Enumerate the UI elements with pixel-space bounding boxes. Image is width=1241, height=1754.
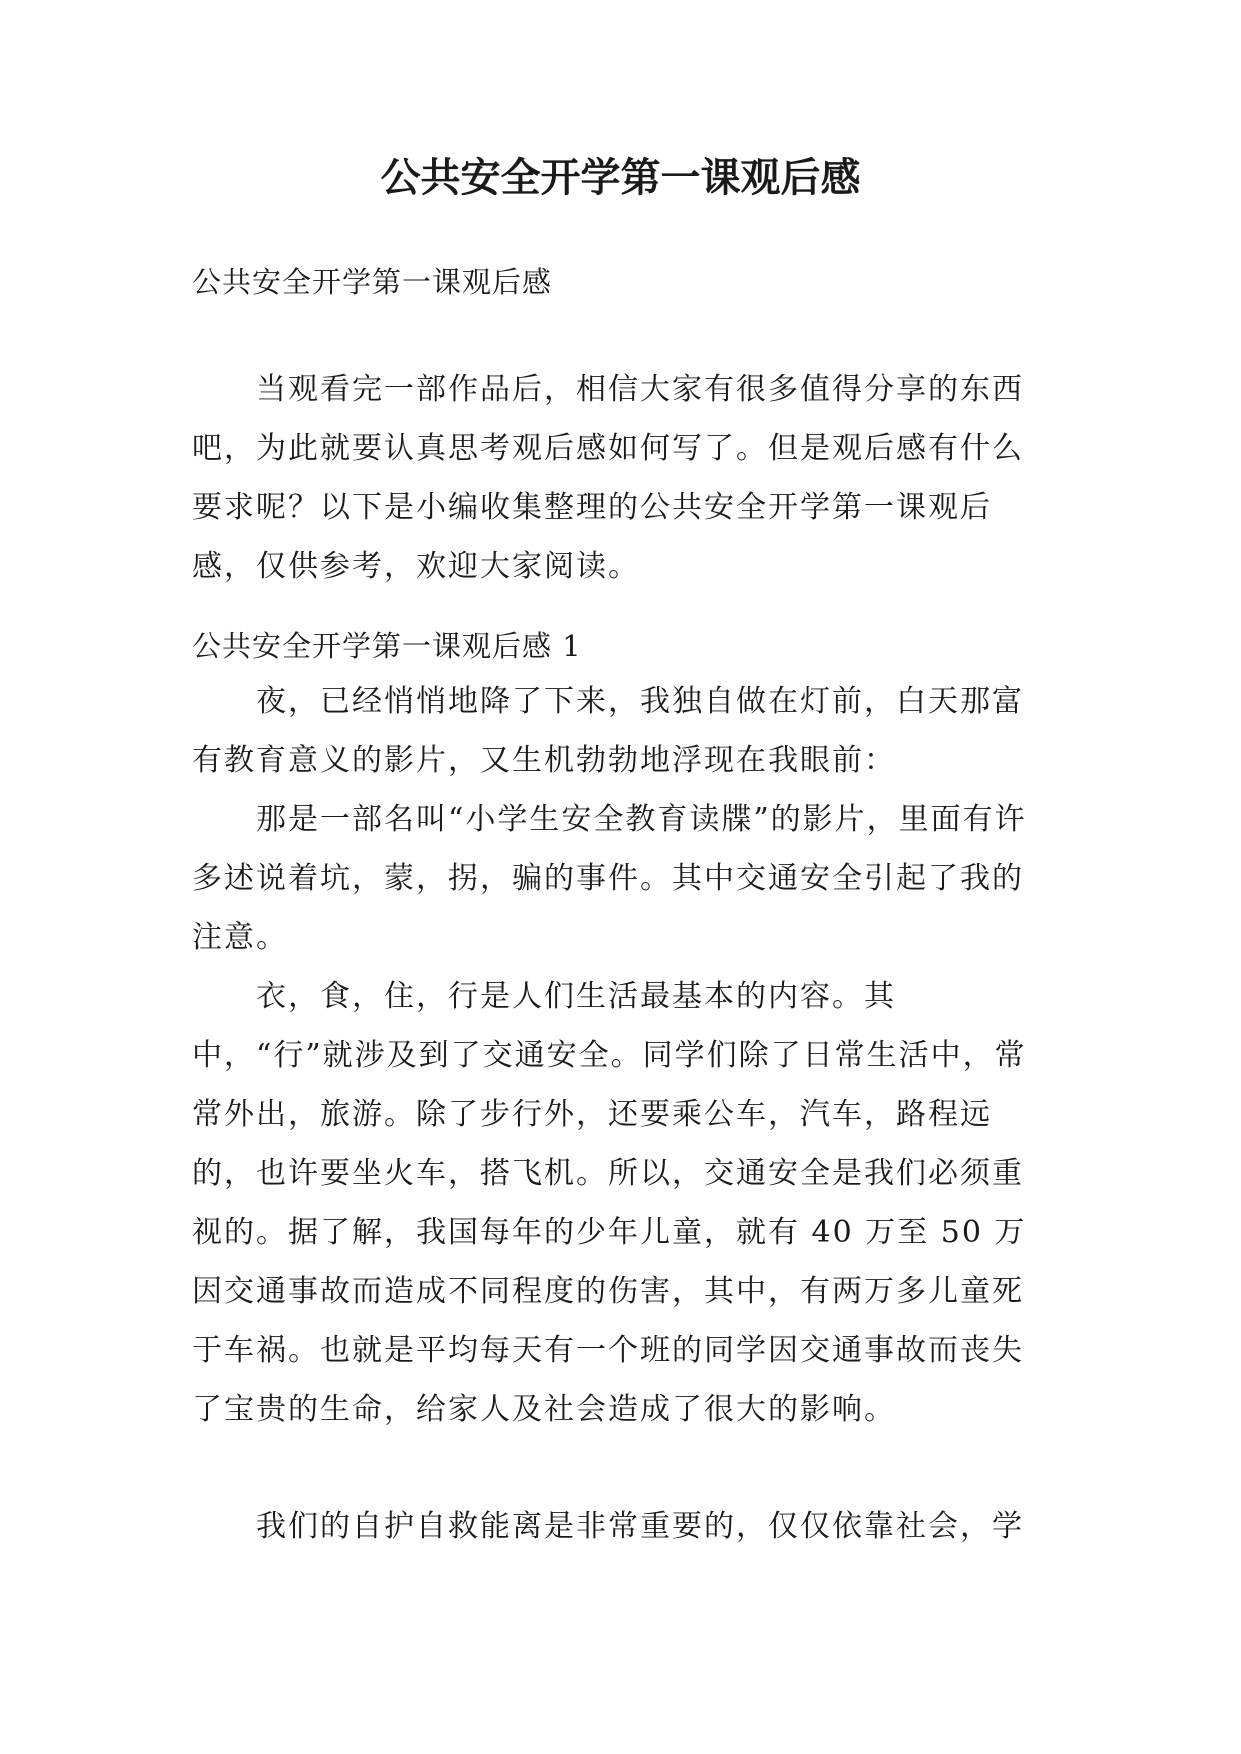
section-heading: 公共安全开学第一课观后感 1 (192, 629, 582, 663)
body-paragraph-2: 那是一部名叫“小学生安全教育读牒”的影片，里面有许多述说着坑，蒙，拐，骗的事件。其中交通安全引起了我的注意。 (192, 802, 1027, 955)
intro-paragraph: 当观看完一部作品后，相信大家有很多值得分享的东西吧，为此就要认真思考观后感如何写了。但是观后感有什么要求呢？以下是小编收集整理的公共安全开学第一课观后感，仅供参考，欢迎大家阅读。 (192, 372, 1024, 584)
body-paragraph-4: 我们的自护自救能离是非常重要的，仅仅依靠社会，学 (256, 1509, 1024, 1544)
document-subtitle: 公共安全开学第一课观后感 (192, 265, 553, 299)
body-paragraph-1: 夜，已经悄悄地降了下来，我独自做在灯前，白天那富有教育意义的影片，又生机勃勃地浮现在我眼前： (192, 684, 1024, 778)
body-paragraph-3: 衣，食，住，行是人们生活最基本的内容。其中，“行”就涉及到了交通安全。同学们除了日常生活中，常常外出，旅游。除了步行外，还要乘公车，汽车，路程远的，也许要坐火车，搭飞机。所以，交通安全是我们必须重视的。据了解，我国每年的少年儿童，就有 40 万至 50 万因交通事故而造成不同程度的伤害，其中，有两万多儿童死于车祸。也就是平均每天有一个班的同学因交通事故而丧失了宝贵的生命，给家人及社会造成了很大的影响。 (192, 979, 1027, 1427)
document-title: 公共安全开学第一课观后感 (380, 155, 861, 201)
